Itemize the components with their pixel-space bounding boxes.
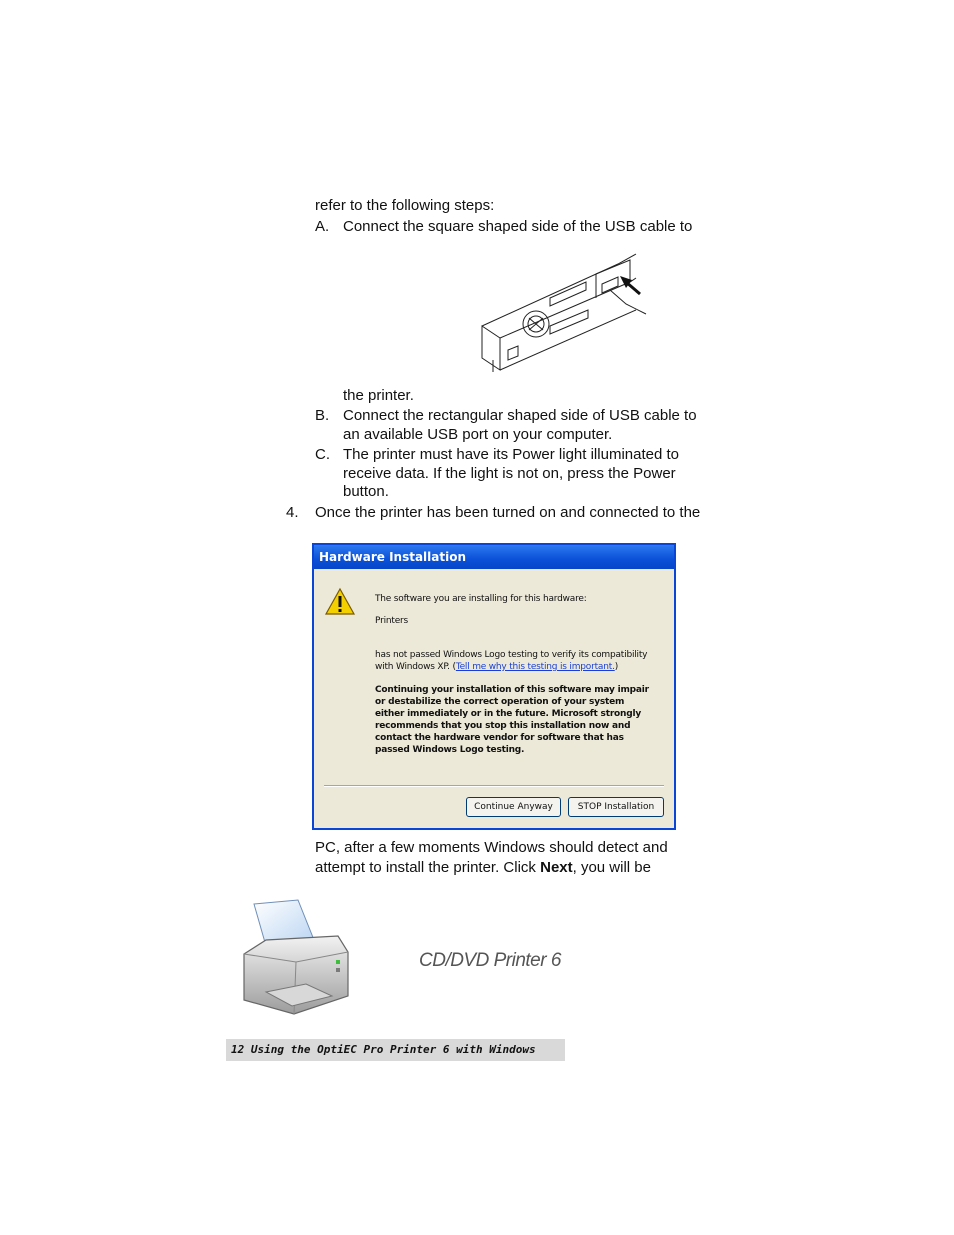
- printer-icon: [236, 896, 356, 1021]
- step-a-line1: Connect the square shaped side of the USB cable to: [343, 218, 693, 235]
- step-b-label: B.: [315, 407, 330, 424]
- dialog-logo-line2: [375, 661, 618, 673]
- dialog-line1: The software you are installing for this hardware:: [375, 594, 587, 604]
- intro-text: refer to the following steps:: [315, 197, 495, 214]
- testing-info-link[interactable]: Tell me why this testing is important.: [455, 662, 615, 672]
- step-4-label: 4.: [286, 504, 299, 521]
- dialog-warning-line: Continuing your installation of this software may impair: [375, 685, 649, 695]
- usb-port-illustration: [478, 242, 648, 374]
- dialog-warning-line: or destabilize the correct operation of your system: [375, 697, 625, 707]
- dialog-separator: [324, 785, 664, 787]
- hardware-installation-dialog: [312, 543, 676, 830]
- step-a-label: A.: [315, 218, 330, 235]
- dialog-device: Printers: [375, 616, 409, 626]
- dialog-logo-line1: has not passed Windows Logo testing to verify its compatibility: [375, 650, 648, 660]
- next-keyword: Next: [540, 859, 573, 876]
- dialog-warning-line: contact the hardware vendor for software that has: [375, 733, 624, 743]
- after-line2-suffix: , you will be: [572, 859, 651, 876]
- step-b-line1: Connect the rectangular shaped side of USB cable to: [343, 407, 697, 424]
- dialog-title: Hardware Installation: [314, 545, 674, 569]
- warning-icon: [324, 587, 356, 617]
- page-footer: 12 Using the OptiEC Pro Printer 6 with Windows: [226, 1039, 565, 1061]
- after-line2: [315, 858, 651, 877]
- step-4-line1: Once the printer has been turned on and connected to the: [315, 504, 701, 521]
- dialog-warning-line: either immediately or in the future. Microsoft strongly: [375, 709, 642, 719]
- step-c-line1: The printer must have its Power light illuminated to: [343, 446, 679, 463]
- step-c-label: C.: [315, 446, 330, 463]
- step-a-line2: the printer.: [343, 387, 414, 404]
- stop-installation-button[interactable]: STOP Installation: [568, 797, 664, 817]
- dialog-logo-line2-prefix: with Windows XP. (: [375, 662, 456, 672]
- product-name: CD/DVD Printer 6: [419, 950, 561, 971]
- after-line1: PC, after a few moments Windows should detect and: [315, 839, 668, 856]
- step-c-line2: receive data. If the light is not on, press the Power: [343, 465, 676, 482]
- dialog-logo-line2-suffix: ): [614, 662, 619, 672]
- after-line2-prefix: attempt to install the printer. Click: [315, 859, 541, 876]
- dialog-warning-line: passed Windows Logo testing.: [375, 745, 525, 755]
- continue-anyway-button[interactable]: Continue Anyway: [466, 797, 561, 817]
- step-b-line2: an available USB port on your computer.: [343, 426, 613, 443]
- dialog-warning-line: recommends that you stop this installation now and: [375, 721, 631, 731]
- step-c-line3: button.: [343, 483, 389, 500]
